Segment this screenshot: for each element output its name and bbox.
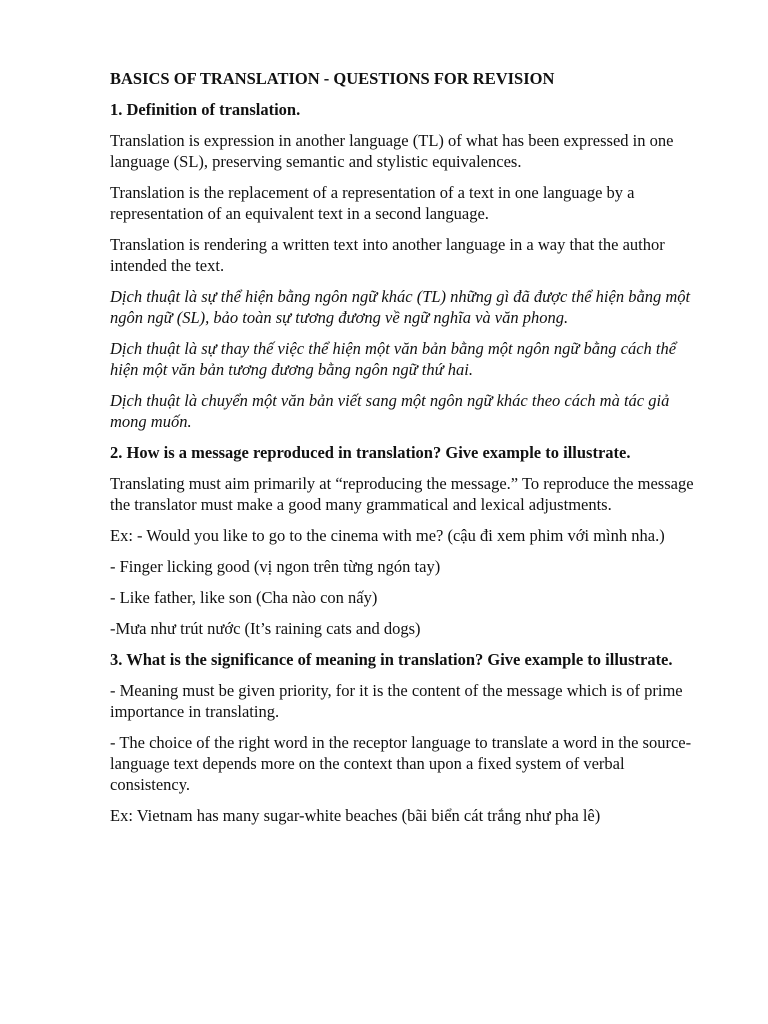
section-3-paragraph: - The choice of the right word in the receptor language to translate a word in the source-language text depends more on the context than upon a fixed system of verbal consistency. [110, 733, 692, 794]
section-2-example: Ex: - Would you like to go to the cinema with me? (cậu đi xem phim với mình nha.) [110, 526, 665, 545]
section-1-paragraph: Translation is the replacement of a representation of a text in one language by a representation of an equivalent text in a second language. [110, 183, 635, 223]
section-1-vietnamese-paragraph: Dịch thuật là sự thể hiện bằng ngôn ngữ khác (TL) những gì đã được thể hiện bằng một ngôn ngữ (SL), bảo toàn sự tương đương về ngữ nghĩa và văn phong. [110, 287, 691, 327]
section-1-vietnamese-paragraph: Dịch thuật là chuyển một văn bản viết sang một ngôn ngữ khác theo cách mà tác giả mong muốn. [110, 391, 670, 431]
section-3-paragraph: - Meaning must be given priority, for it is the content of the message which is of prime importance in translating. [110, 681, 683, 721]
section-2-example: - Like father, like son (Cha nào con nấy) [110, 588, 378, 607]
section-3-heading: 3. What is the significance of meaning in translation? Give example to illustrate. [110, 650, 673, 669]
section-2-heading: 2. How is a message reproduced in translation? Give example to illustrate. [110, 443, 631, 462]
section-3-example: Ex: Vietnam has many sugar-white beaches (bãi biển cát trắng như pha lê) [110, 806, 601, 825]
section-1-paragraph: Translation is rendering a written text into another language in a way that the author intended the text. [110, 235, 665, 275]
section-1-paragraph: Translation is expression in another language (TL) of what has been expressed in one language (SL), preserving semantic and stylistic equivalences. [110, 131, 674, 171]
document-body [110, 68, 700, 836]
section-2-example: -Mưa như trút nước (It’s raining cats and dogs) [110, 619, 421, 638]
section-1-vietnamese-paragraph: Dịch thuật là sự thay thế việc thể hiện một văn bản bằng một ngôn ngữ bằng cách thể hiện một văn bản tương đương bằng ngôn ngữ thứ hai. [110, 339, 677, 379]
document-title: BASICS OF TRANSLATION - QUESTIONS FOR REVISION [110, 69, 555, 88]
section-2-paragraph: Translating must aim primarily at “reproducing the message.” To reproduce the message the translator must make a good many grammatical and lexical adjustments. [110, 474, 694, 514]
section-2-example: - Finger licking good (vị ngon trên từng ngón tay) [110, 557, 441, 576]
section-1-heading: 1. Definition of translation. [110, 100, 301, 119]
